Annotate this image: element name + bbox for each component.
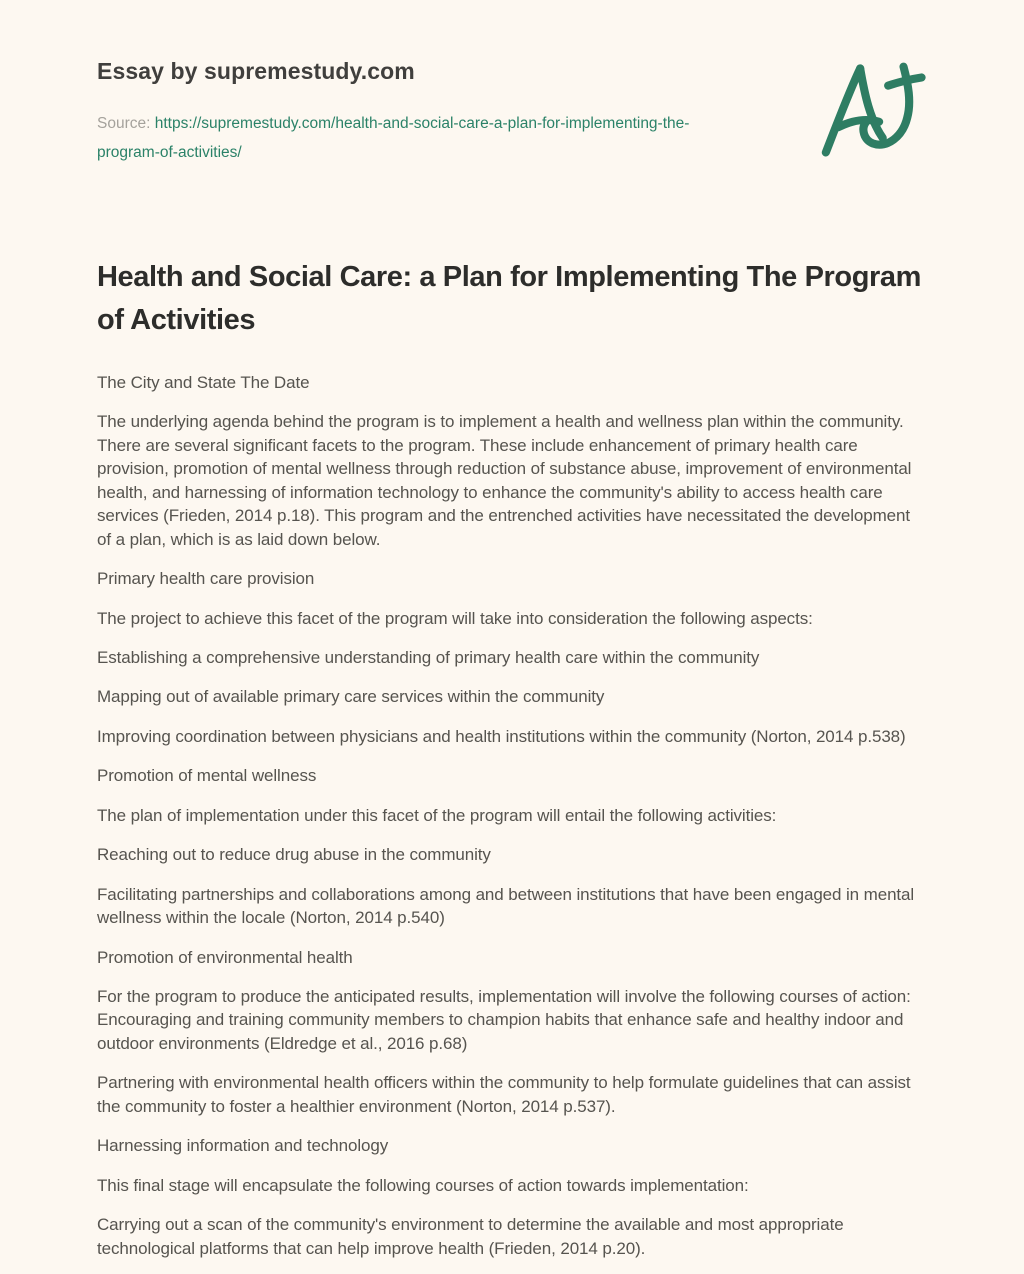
- essay-paragraph: Promotion of mental wellness: [97, 766, 317, 786]
- a-plus-logo-icon: [815, 62, 927, 158]
- essay-paragraph: Mapping out of available primary care services within the community: [97, 687, 605, 707]
- essay-paragraph: The project to achieve this facet of the program will take into consideration the following aspects:: [97, 608, 813, 628]
- essay-paragraph: Partnering with environmental health officers within the community to help formulate guidelines that can assist the community to foster a healthier environment (Norton, 2014 p.537).: [97, 1073, 911, 1116]
- essay-paragraph: The underlying agenda behind the program is to implement a health and wellness plan within the community. There are several significant facets to the program. These include enhancement of primary health care provision, promotion of mental wellness through reduction of substance abuse, improvement of environmental health, and harnessing of information technology to enhance the community's ability to access health care services (Frieden, 2014 p.18). This program and the entrenched activities have necessitated the development of a plan, which is as laid down below.: [97, 412, 912, 549]
- essay-paragraph: Primary health care provision: [97, 569, 315, 589]
- essay-paragraph: This final stage will encapsulate the following courses of action towards implementation:: [97, 1175, 749, 1195]
- site-title: Essay by supremestudy.com: [97, 58, 415, 84]
- essay-paragraph: Harnessing information and technology: [97, 1136, 389, 1156]
- essay-paragraph: The City and State The Date: [97, 372, 310, 392]
- article-title: Health and Social Care: a Plan for Implementing The Program of Activities: [97, 260, 922, 337]
- article-body: [97, 371, 927, 1260]
- essay-paragraph: For the program to produce the anticipated results, implementation will involve the following courses of action: Encouraging and training community members to champion habits that enhance safe and healthy indoor and outdoor environments (Eldredge et al., 2016 p.68): [97, 987, 911, 1053]
- essay-paragraph: Carrying out a scan of the community's environment to determine the available and most appropriate technological platforms that can help improve health (Frieden, 2014 p.20).: [97, 1215, 844, 1258]
- essay-paragraph: The plan of implementation under this facet of the program will entail the following activities:: [97, 805, 777, 825]
- header-text-block: [97, 58, 752, 168]
- page-header: [97, 58, 927, 168]
- essay-paragraph: Reaching out to reduce drug abuse in the community: [97, 845, 491, 865]
- source-line: [97, 109, 752, 168]
- source-url-link[interactable]: https://supremestudy.com/health-and-social-care-a-plan-for-implementing-the-program-of-activities/: [97, 115, 690, 162]
- essay-paragraph: Promotion of environmental health: [97, 947, 353, 967]
- essay-paragraph: Facilitating partnerships and collaborations among and between institutions that have been engaged in mental wellness within the locale (Norton, 2014 p.540): [97, 884, 915, 928]
- source-label: Source:: [97, 115, 151, 132]
- essay-paragraph: Establishing a comprehensive understanding of primary health care within the community: [97, 647, 760, 667]
- essay-paragraph: Improving coordination between physicians and health institutions within the community (Norton, 2014 p.538): [97, 726, 906, 746]
